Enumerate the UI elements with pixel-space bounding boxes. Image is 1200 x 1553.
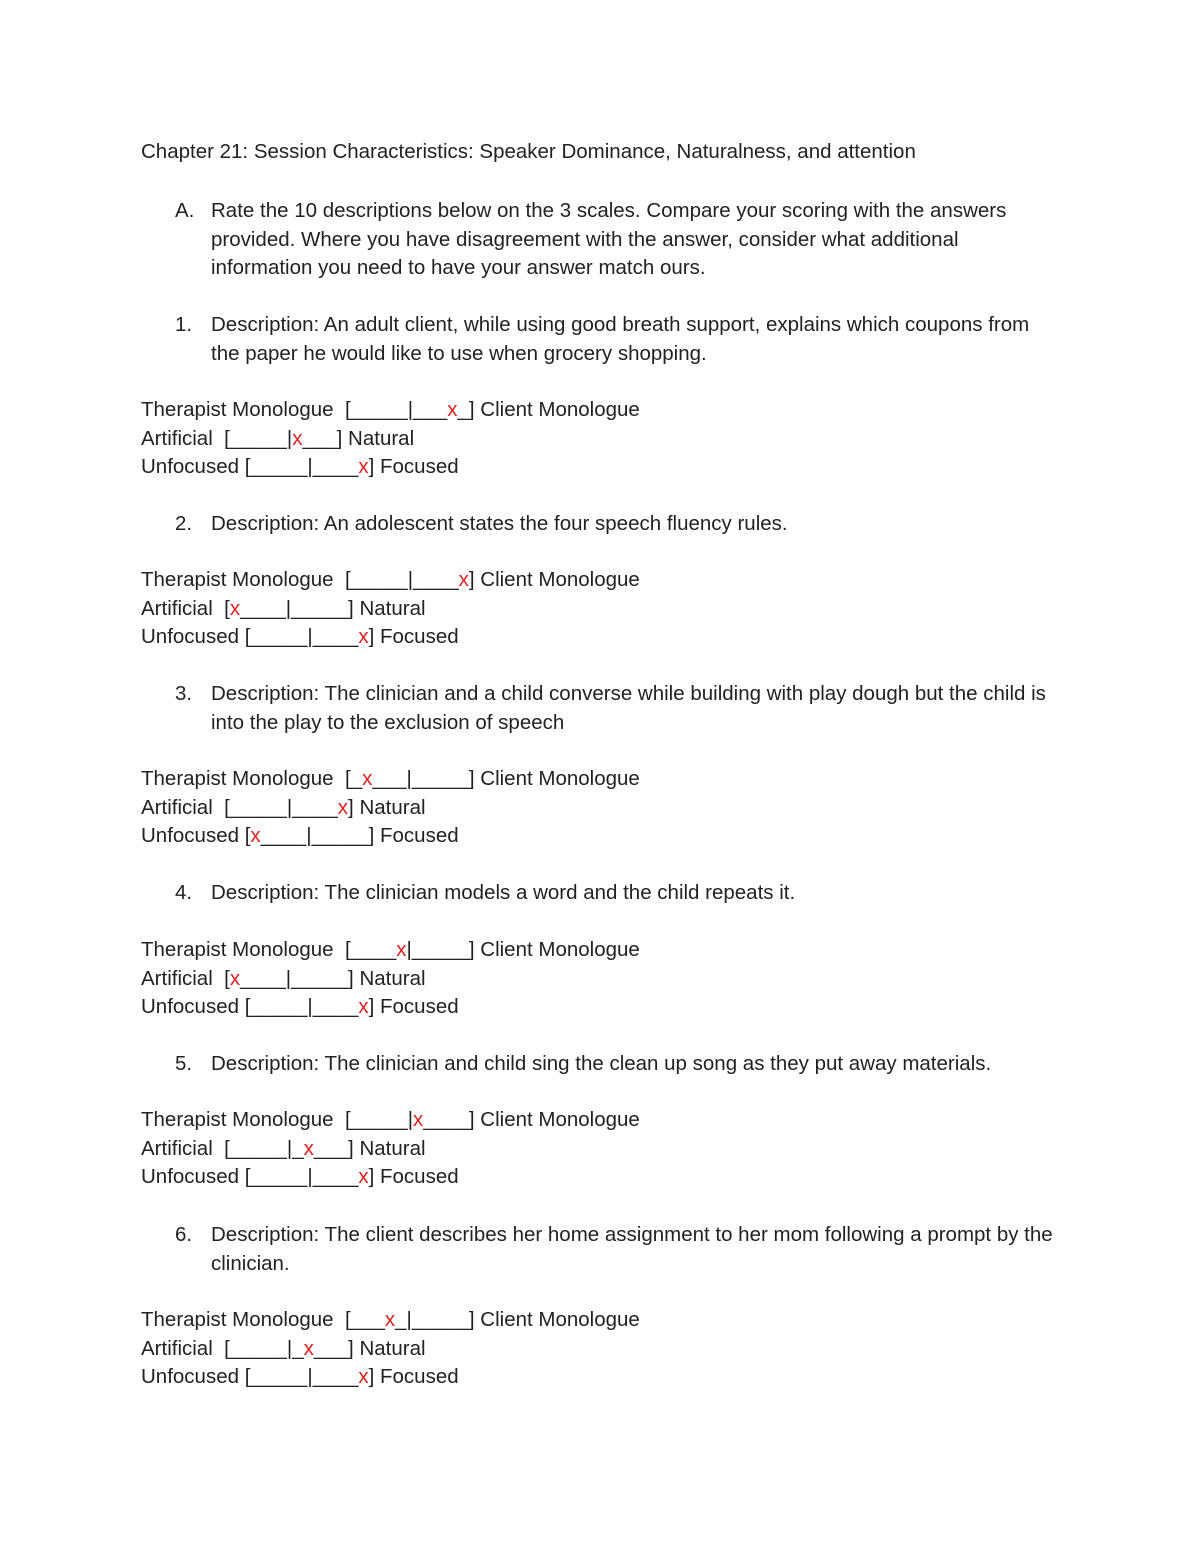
scale-attention: Unfocused [_____|____x] Focused bbox=[141, 1365, 459, 1388]
rating-mark: x bbox=[358, 1165, 369, 1188]
page-title: Chapter 21: Session Characteristics: Speaker Dominance, Naturalness, and attention bbox=[141, 140, 916, 163]
rating-scales-4 bbox=[141, 936, 640, 1022]
rating-mark: x bbox=[447, 398, 458, 421]
scale-speaker-dominance: Therapist Monologue [___x_|_____] Client Monologue bbox=[141, 1308, 640, 1331]
scale-naturalness: Artificial [_____|_x___] Natural bbox=[141, 1136, 426, 1160]
item-description: Description: The client describes her home assignment to her mom following a prompt by the clinician. bbox=[211, 1223, 1053, 1275]
rating-mark: x bbox=[229, 966, 241, 990]
description-item-4 bbox=[175, 879, 1055, 908]
scale-speaker-dominance: Therapist Monologue [_x___|_____] Client Monologue bbox=[141, 767, 640, 790]
description-item-2 bbox=[175, 510, 1055, 539]
instruction-item bbox=[175, 197, 1055, 283]
rating-mark: x bbox=[384, 1308, 396, 1331]
scale-naturalness: Artificial [x____|_____] Natural bbox=[141, 966, 426, 990]
rating-mark: x bbox=[458, 568, 469, 591]
rating-mark: x bbox=[303, 1336, 314, 1360]
scale-attention: Unfocused [_____|____x] Focused bbox=[141, 455, 459, 478]
item-description: Description: The clinician and child sing the clean up song as they put away materials. bbox=[211, 1052, 992, 1075]
rating-scales-5 bbox=[141, 1106, 640, 1192]
rating-scales-6 bbox=[141, 1306, 640, 1392]
rating-scales-1 bbox=[141, 396, 640, 482]
item-marker: 2. bbox=[175, 512, 193, 535]
scale-attention: Unfocused [_____|____x] Focused bbox=[141, 625, 459, 648]
rating-mark: x bbox=[229, 596, 241, 620]
item-description: Description: An adult client, while using good breath support, explains which coupons from the paper he would like to use when grocery shopping. bbox=[211, 313, 1030, 365]
rating-scales-3 bbox=[141, 765, 640, 851]
rating-mark: x bbox=[413, 1108, 424, 1131]
instruction-text: Rate the 10 descriptions below on the 3 scales. Compare your scoring with the answers provided. Where you have disagreement with the answer, consider what additional information you need to have your answer match ours. bbox=[211, 199, 1007, 279]
rating-scales-2 bbox=[141, 566, 640, 652]
scale-naturalness: Artificial [_____|_x___] Natural bbox=[141, 1336, 426, 1360]
rating-mark: x bbox=[396, 938, 407, 961]
item-marker: 6. bbox=[175, 1223, 193, 1246]
scale-attention: Unfocused [_____|____x] Focused bbox=[141, 995, 459, 1018]
item-marker: 3. bbox=[175, 682, 193, 705]
item-description: Description: The clinician and a child converse while building with play dough but the child is into the play to the exclusion of speech bbox=[211, 682, 1046, 734]
scale-speaker-dominance: Therapist Monologue [_____|x____] Client Monologue bbox=[141, 1108, 640, 1131]
instruction-marker: A. bbox=[175, 199, 195, 222]
rating-mark: x bbox=[292, 426, 303, 450]
rating-mark: x bbox=[358, 1365, 369, 1388]
rating-mark: x bbox=[362, 767, 373, 790]
scale-naturalness: Artificial [_____|x___] Natural bbox=[141, 426, 415, 450]
description-item-6 bbox=[175, 1221, 1055, 1278]
rating-mark: x bbox=[358, 995, 369, 1018]
rating-mark: x bbox=[358, 455, 369, 478]
rating-mark: x bbox=[303, 1136, 314, 1160]
scale-speaker-dominance: Therapist Monologue [_____|____x] Client Monologue bbox=[141, 568, 640, 591]
item-description: Description: The clinician models a word and the child repeats it. bbox=[211, 881, 796, 904]
rating-mark: x bbox=[337, 795, 349, 819]
scale-speaker-dominance: Therapist Monologue [____x|_____] Client Monologue bbox=[141, 938, 640, 961]
scale-speaker-dominance: Therapist Monologue [_____|___x_] Client Monologue bbox=[141, 398, 640, 421]
scale-attention: Unfocused [x____|_____] Focused bbox=[141, 824, 459, 847]
description-item-5 bbox=[175, 1050, 1055, 1079]
item-marker: 4. bbox=[175, 881, 193, 904]
scale-attention: Unfocused [_____|____x] Focused bbox=[141, 1165, 459, 1188]
item-marker: 1. bbox=[175, 313, 193, 336]
description-item-1 bbox=[175, 311, 1055, 368]
scale-naturalness: Artificial [_____|____x] Natural bbox=[141, 795, 426, 819]
description-item-3 bbox=[175, 680, 1055, 737]
rating-mark: x bbox=[250, 824, 261, 847]
item-marker: 5. bbox=[175, 1052, 193, 1075]
item-description: Description: An adolescent states the four speech fluency rules. bbox=[211, 512, 788, 535]
rating-mark: x bbox=[358, 625, 369, 648]
scale-naturalness: Artificial [x____|_____] Natural bbox=[141, 596, 426, 620]
